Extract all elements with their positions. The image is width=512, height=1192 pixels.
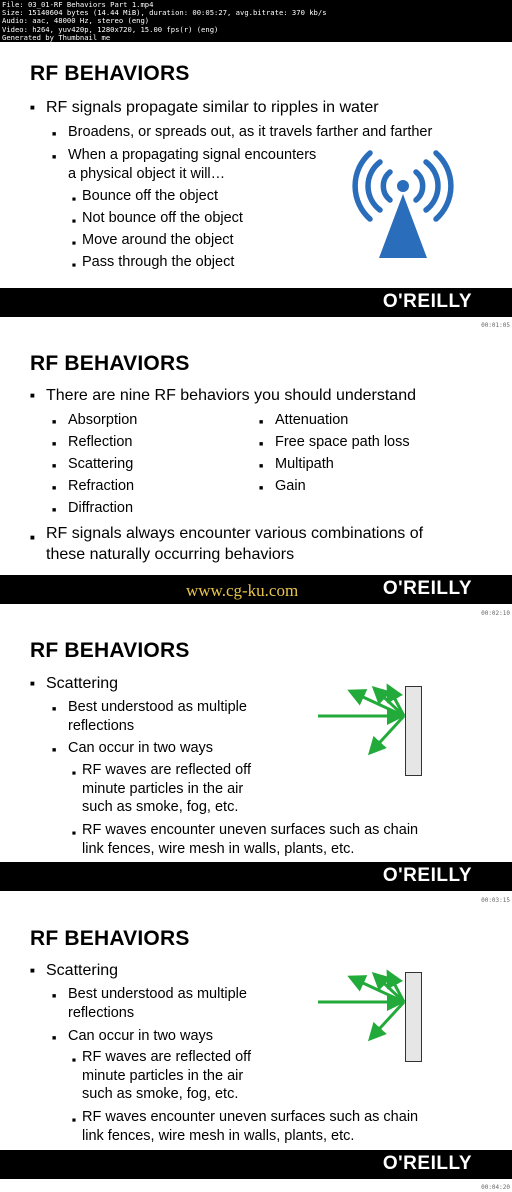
slide-title: RF BEHAVIORS xyxy=(30,62,190,85)
timestamp: 00:01:05 xyxy=(481,322,510,329)
sub-bullet: ■ Broadens, or spreads out, as it travels farther and farther xyxy=(52,123,432,142)
slide-title: RF BEHAVIORS xyxy=(30,927,190,950)
list-item: ■ Reflection xyxy=(52,433,132,452)
list-item: ■ Multipath xyxy=(259,455,334,474)
slide-3 xyxy=(0,620,512,908)
list-item: ■ Move around the object xyxy=(72,231,234,250)
scattering-arrows-icon xyxy=(312,966,408,1046)
bullet: ■ Scattering xyxy=(30,675,118,693)
oreilly-logo: O'REILLY xyxy=(382,865,472,886)
slide-title: RF BEHAVIORS xyxy=(30,639,190,662)
info-line-video: Video: h264, yuv420p, 1280x720, 15.00 fps(r) (eng) xyxy=(2,24,219,34)
slide-footer-bar xyxy=(0,862,512,891)
info-line-file: File: 03_01-RF Behaviors Part 1.mp4 xyxy=(2,0,154,9)
list-item: ■ Diffraction xyxy=(52,499,133,518)
list-item: ■ Pass through the object xyxy=(72,253,234,272)
bullet: ■ RF signals propagate similar to ripples in water xyxy=(30,99,379,117)
timestamp: 00:03:15 xyxy=(481,897,510,904)
list-item: ■ Gain xyxy=(259,477,306,496)
slide-footer-bar xyxy=(0,288,512,317)
watermark: www.cg-ku.com xyxy=(186,581,299,600)
sub-bullet: ■ When a propagating signal encounters a physical object it will… xyxy=(52,146,316,183)
sub-bullet: ■ Best understood as multiple reflections xyxy=(52,985,247,1022)
timestamp: 00:04:20 xyxy=(481,1184,510,1191)
list-item: ■ RF waves encounter uneven surfaces such as chain link fences, wire mesh in walls, plants, etc. xyxy=(72,821,418,858)
oreilly-logo: O'REILLY xyxy=(382,578,472,599)
list-item: ■ RF waves are reflected off minute particles in the air such as smoke, fog, etc. xyxy=(72,761,251,817)
list-item: ■ Free space path loss xyxy=(259,433,410,452)
list-item: ■ RF waves encounter uneven surfaces such as chain link fences, wire mesh in walls, plants, etc. xyxy=(72,1108,418,1145)
slide-2 xyxy=(0,332,512,620)
slide-footer-bar xyxy=(0,1150,512,1179)
slide-title: RF BEHAVIORS xyxy=(30,352,190,375)
oreilly-logo: O'REILLY xyxy=(382,291,472,312)
list-item: ■ RF waves are reflected off minute particles in the air such as smoke, fog, etc. xyxy=(72,1048,251,1104)
sub-bullet: ■ Can occur in two ways xyxy=(52,1027,213,1046)
info-line-generator: Generated by Thumbnail me xyxy=(2,32,111,42)
slide-4 xyxy=(0,908,512,1192)
list-item: ■ Scattering xyxy=(52,455,133,474)
list-item: ■ Attenuation xyxy=(259,411,348,430)
info-line-size: Size: 15140604 bytes (14.44 MiB), duration: 00:05:27, avg.bitrate: 370 kb/s xyxy=(2,8,327,18)
video-info-header xyxy=(0,0,512,42)
list-item: ■ Absorption xyxy=(52,411,137,430)
sub-bullet: ■ Best understood as multiple reflections xyxy=(52,698,247,735)
timestamp: 00:02:10 xyxy=(481,610,510,617)
list-item: ■ Not bounce off the object xyxy=(72,209,243,228)
sub-bullet: ■ Can occur in two ways xyxy=(52,739,213,758)
slide-1 xyxy=(0,42,512,332)
bullet: ■ RF signals always encounter various combinations of these naturally occurring behaviors xyxy=(30,523,423,565)
wireless-antenna-icon xyxy=(350,150,456,260)
list-item: ■ Refraction xyxy=(52,477,134,496)
bullet: ■ There are nine RF behaviors you should understand xyxy=(30,387,416,405)
list-item: ■ Bounce off the object xyxy=(72,187,218,206)
scattering-arrows-icon xyxy=(312,680,408,760)
bullet: ■ Scattering xyxy=(30,962,118,980)
info-line-audio: Audio: aac, 48000 Hz, stereo (eng) xyxy=(2,16,150,26)
oreilly-logo: O'REILLY xyxy=(382,1153,472,1174)
